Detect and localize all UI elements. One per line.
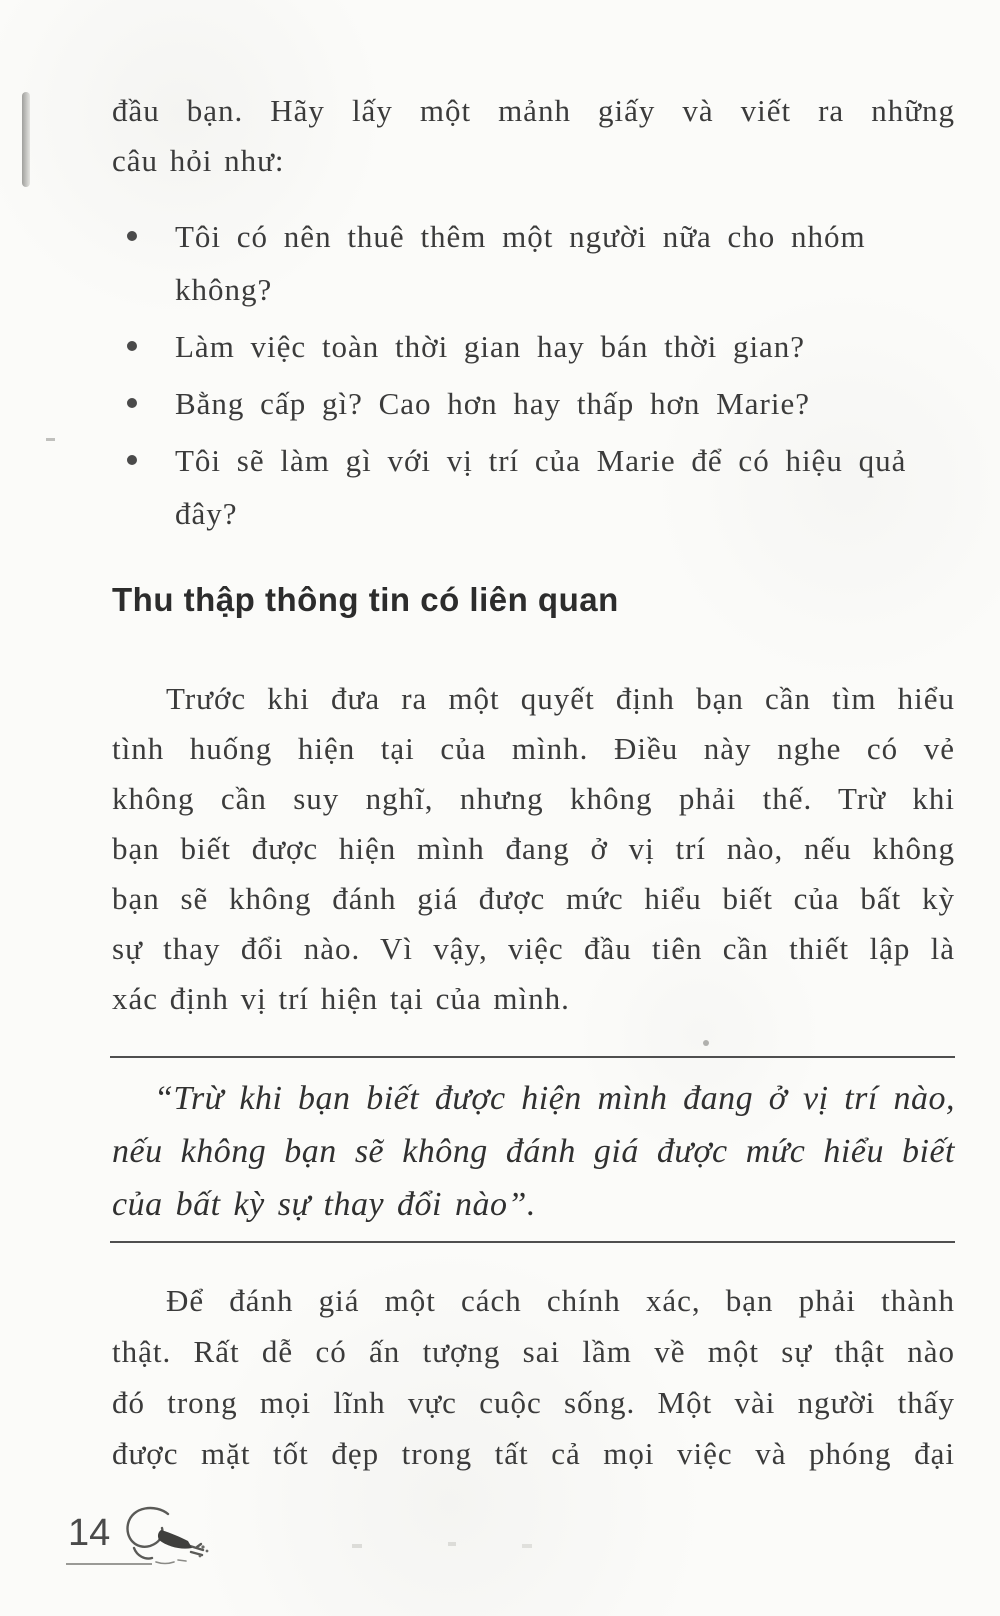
quote-line: của bất kỳ sự thay đổi nào”. [112, 1186, 536, 1223]
paragraph-line: được mặt tốt đẹp trong tất cả mọi việc và phóng đại [112, 1436, 955, 1471]
list-item [112, 210, 955, 316]
paragraph-line: sự thay đổi nào. Vì vậy, việc đầu tiên cần thiết lập là [112, 931, 955, 966]
bullet-text: Làm việc toàn thời gian hay bán thời gian? [175, 329, 806, 364]
closing-paragraph [112, 1275, 955, 1479]
bullet-icon [127, 398, 137, 408]
scan-edge-artifact [22, 92, 30, 187]
quote-line: “Trừ khi bạn biết được hiện mình đang ở vị trí nào, [154, 1080, 955, 1117]
paragraph-line: không cần suy nghĩ, nhưng không phải thế. Trừ khi [112, 781, 955, 816]
quote-line: nếu không bạn sẽ không đánh giá được mức hiểu biết [112, 1133, 955, 1170]
paragraph-line: xác định vị trí hiện tại của mình. [112, 981, 570, 1016]
intro-line: đầu bạn. Hãy lấy một mảnh giấy và viết ra những [112, 93, 955, 128]
page-number: 14 [68, 1512, 111, 1554]
pull-quote [112, 1072, 955, 1231]
bullet-text: Tôi có nên thuê thêm một người nữa cho nhóm [175, 219, 866, 254]
bullet-text: Tôi sẽ làm gì với vị trí của Marie để có hiệu quả [175, 443, 907, 478]
paragraph-line: tình huống hiện tại của mình. Điều này nghe có vẻ [112, 731, 955, 766]
scan-tick-artifact [46, 438, 55, 441]
scan-smudge-artifact [448, 1542, 456, 1546]
page-footer [66, 1508, 326, 1588]
bullet-text: không? [175, 272, 273, 307]
divider-rule-top [110, 1056, 955, 1058]
paragraph-line: bạn biết được hiện mình đang ở vị trí nào, nếu không [112, 831, 955, 866]
divider-rule-bottom [110, 1241, 955, 1243]
intro-line: câu hỏi như: [112, 143, 285, 178]
intro-paragraph [112, 86, 955, 186]
scan-smudge-artifact [522, 1544, 532, 1548]
bullet-list [112, 210, 955, 540]
bullet-icon [127, 455, 137, 465]
scan-smudge-artifact [352, 1544, 362, 1548]
section-heading: Thu thập thông tin có liên quan [112, 581, 619, 618]
bullet-icon [127, 341, 137, 351]
paragraph-line: thật. Rất dễ có ấn tượng sai lầm về một sự thật nào [112, 1334, 955, 1369]
paragraph-line: bạn sẽ không đánh giá được mức hiểu biết của bất kỳ [112, 881, 955, 916]
body-paragraph [112, 674, 955, 1024]
page-text-block [112, 0, 955, 1479]
bullet-icon [127, 231, 137, 241]
paragraph-line: Để đánh giá một cách chính xác, bạn phải thành [166, 1283, 955, 1318]
list-item [112, 377, 955, 430]
diver-sketch-icon [104, 1500, 214, 1578]
list-item [112, 434, 955, 540]
paragraph-line: Trước khi đưa ra một quyết định bạn cần tìm hiểu [166, 681, 955, 716]
bullet-text: đây? [175, 496, 238, 531]
list-item [112, 320, 955, 373]
bullet-text: Bằng cấp gì? Cao hơn hay thấp hơn Marie? [175, 386, 810, 421]
paragraph-line: đó trong mọi lĩnh vực cuộc sống. Một vài người thấy [112, 1385, 955, 1420]
